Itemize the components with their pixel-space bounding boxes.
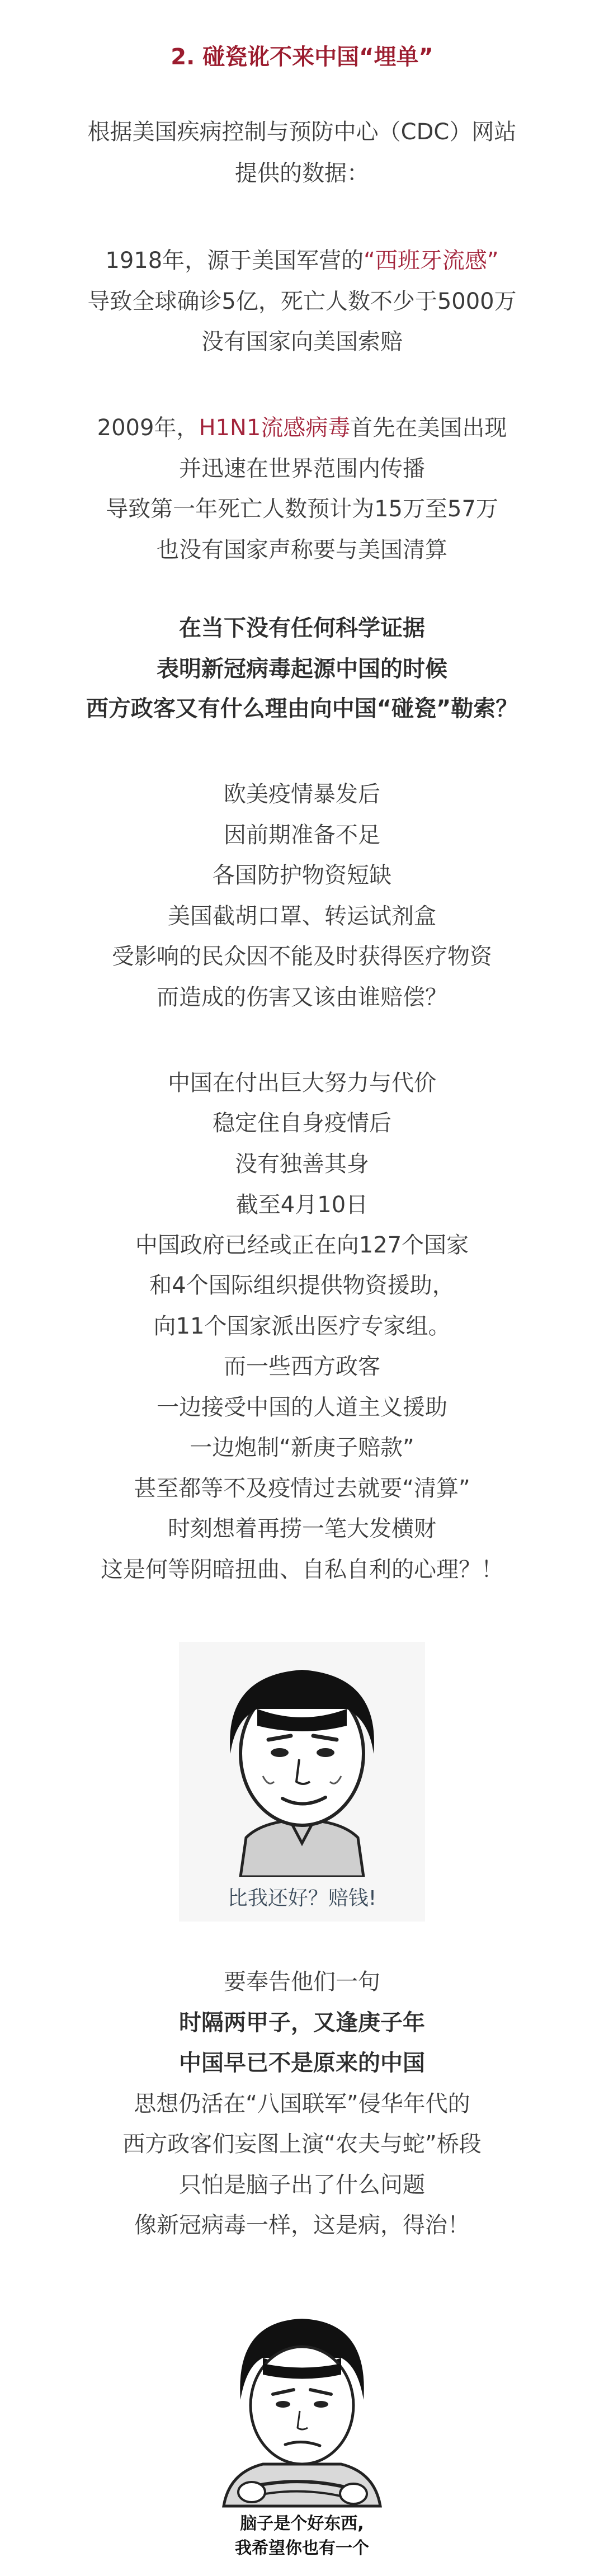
h1n1-highlight: H1N1流感病毒 [199,415,351,441]
europe-line-5: 受影响的民众因不能及时获得医疗物资 [112,944,492,969]
spanish-flu-highlight: “西班牙流感” [364,248,499,274]
warning-line-3: 中国早已不是原来的中国 [179,2050,425,2076]
flu1918-line-2: 导致全球确诊5亿，死亡人数不少于5000万 [87,289,517,314]
china-line-10: 一边炮制“新庚子赔款” [190,1435,414,1461]
meme2-caption-line-1: 脑子是个好东西, [240,2514,364,2533]
h1n1-line-2: 并迅速在世界范围内传播 [179,456,425,482]
section-title: 2. 碰瓷讹不来中国“埋单” [171,44,433,70]
china-line-1: 中国在付出巨大努力与代价 [168,1070,436,1096]
bold-line-2: 表明新冠病毒起源中国的时候 [157,656,447,682]
h1n1-line-3: 导致第一年死亡人数预计为15万至57万 [106,496,498,522]
china-line-12: 时刻想着再捞一笔大发横财 [168,1516,436,1542]
h1n1-line-4: 也没有国家声称要与美国清算 [157,537,447,563]
bowl-cut-face-icon [179,1642,425,1877]
warning-line-5: 西方政客们妄图上演“农夫与蛇”桥段 [122,2131,482,2157]
china-line-3: 没有独善其身 [235,1151,369,1177]
meme-image-pay-up [179,1642,425,1922]
europe-line-2: 因前期准备不足 [224,822,380,848]
meme1-caption: 比我还好？赔钱! [227,1887,377,1910]
europe-line-1: 欧美疫情暴发后 [224,781,380,807]
bold-line-3: 西方政客又有什么理由向中国“碰瓷”勒索？ [86,696,518,722]
h1n1-line-1 [0,412,604,444]
china-line-4: 截至4月10日 [235,1192,369,1218]
h1n1-line-1-post: 首先在美国出现 [350,415,507,441]
intro-line-2: 提供的数据： [235,161,369,186]
china-line-13: 这是何等阴暗扭曲、自私自利的心理？！ [101,1557,503,1583]
europe-line-6: 而造成的伤害又该由谁赔偿？ [157,985,447,1010]
china-line-9: 一边接受中国的人道主义援助 [157,1395,447,1420]
warning-line-6: 只怕是脑子出了什么问题 [179,2172,425,2198]
china-line-5: 中国政府已经或正在向127个国家 [135,1232,469,1258]
warning-line-2: 时隔两甲子，又逢庚子年 [179,2010,425,2036]
meme2-caption-line-2: 我希望你也有一个 [235,2539,369,2558]
warning-line-4: 思想仍活在“八国联军”侵华年代的 [134,2091,470,2117]
china-line-11: 甚至都等不及疫情过去就要“清算” [134,1476,470,1501]
intro-line-1: 根据美国疾病控制与预防中心（CDC）网站 [87,119,517,145]
bold-line-1: 在当下没有任何科学证据 [179,615,425,641]
china-line-8: 而一些西方政客 [224,1354,380,1379]
europe-line-4: 美国截胡口罩、转运试剂盒 [168,903,436,929]
china-line-2: 稳定住自身疫情后 [213,1110,391,1136]
warning-line-7: 像新冠病毒一样，这是病，得治！ [134,2212,470,2238]
flu1918-line-3: 没有国家向美国索赔 [201,329,403,355]
flu1918-line-1-text: 1918年，源于美国军营的 [105,248,364,274]
europe-line-3: 各国防护物资短缺 [213,863,391,888]
warning-line-1: 要奉告他们一句 [224,1969,380,1995]
flu1918-line-1 [0,245,604,276]
china-line-7: 向11个国家派出医疗专家组。 [153,1313,451,1339]
meme-image-brain [190,2305,414,2568]
h1n1-line-1-pre: 2009年， [97,415,199,441]
china-line-6: 和4个国际组织提供物资援助， [149,1273,455,1298]
